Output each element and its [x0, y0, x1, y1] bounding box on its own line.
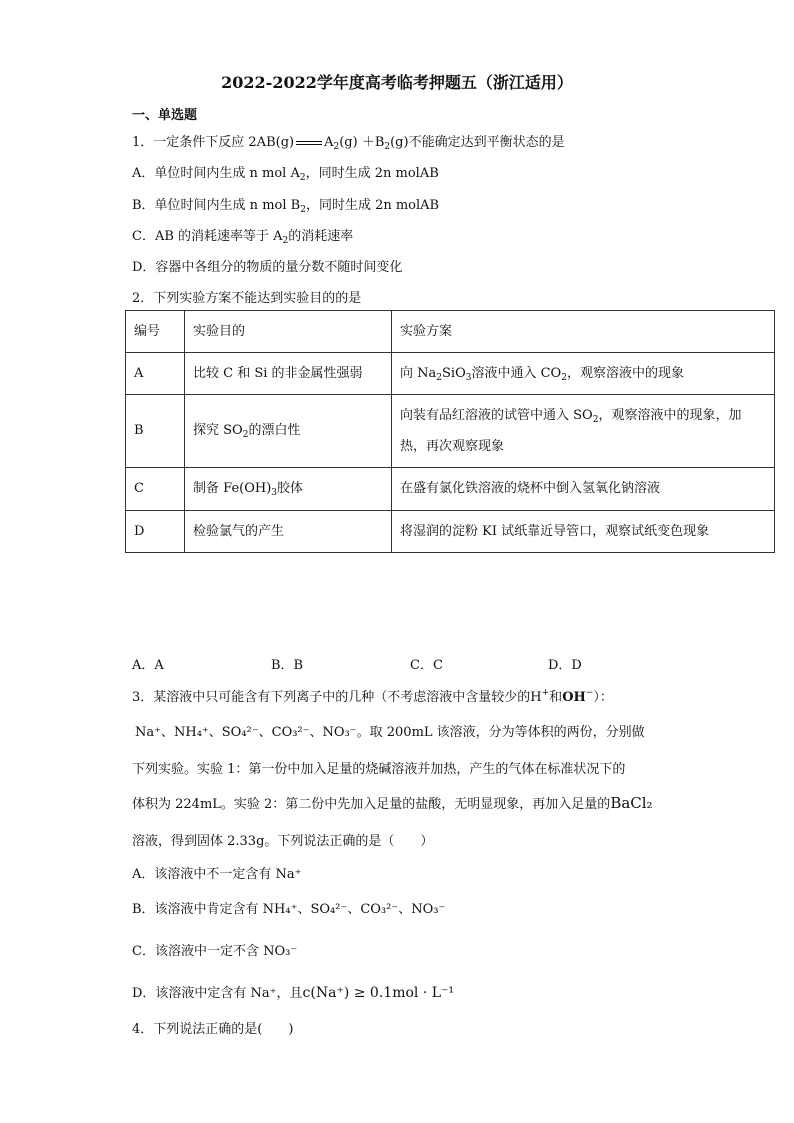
q4-stem: 4．下列说法正确的是( ) [132, 1022, 294, 1037]
header-goal: 实验目的 [185, 311, 392, 353]
q2-answer-c: C．C [410, 658, 443, 673]
row-goal: 比较 C 和 Si 的非金属性强弱 [185, 353, 392, 395]
q1-option-b: B．单位时间内生成 n mol $B_2$，同时生成 2n molAB [132, 198, 440, 215]
row-plan: 向 $Na_2SiO_3$溶液中通入 $CO_2$，观察溶液中的现象 [392, 353, 775, 395]
q3-option-c: C．该溶液中一定不含 NO₃⁻ [132, 944, 298, 959]
q2-stem: 2．下列实验方案不能达到实验目的的是 [132, 291, 362, 306]
q3-line-4: 体积为 224mL。实验 2：第二份中先加入足量的盐酸，无明显现象，再加入足量的BaCl₂ [132, 794, 653, 812]
q3-line-3: 下列实验。实验 1：第一份中加入足量的烧碱溶液并加热，产生的气体在标准状况下的 [132, 762, 626, 777]
row-plan: 在盛有氯化铁溶液的烧杯中倒入氢氧化钠溶液 [392, 468, 775, 511]
q2-answer-b: B．B [271, 658, 304, 673]
q2-answer-a: A．A [132, 658, 164, 673]
table-header-row [126, 311, 775, 353]
table-row [126, 395, 775, 468]
row-id: A [126, 353, 185, 395]
row-goal: 检验氯气的产生 [185, 511, 392, 553]
section-heading: 一、单选题 [132, 108, 198, 123]
row-plan: 向装有品红溶液的试管中通入 $SO_2$，观察溶液中的现象，加 热，再次观察现象 [392, 395, 775, 468]
table-row [126, 511, 775, 553]
table-row [126, 353, 775, 395]
row-id: C [126, 468, 185, 511]
header-plan: 实验方案 [392, 311, 775, 353]
experiment-table [125, 310, 775, 553]
ion-list: Na⁺、NH₄⁺、SO₄²⁻、CO₃²⁻、NO₃⁻ [135, 725, 357, 740]
q3-line-2: Na⁺、NH₄⁺、SO₄²⁻、CO₃²⁻、NO₃⁻。取 200mL 该溶液，分为等体积的两份，分别做 [135, 725, 645, 740]
row-id: B [126, 395, 185, 468]
q3-line-5: 溶液，得到固体 2.33g。下列说法正确的是（ ） [132, 834, 434, 849]
q3-option-d: D．该溶液中定含有 Na⁺，且c(Na⁺) ≥ 0.1mol · L⁻¹ [132, 985, 455, 1001]
row-goal: 探究 $SO_2$的漂白性 [185, 395, 392, 468]
q1-stem: 1．一定条件下反应 2AB(g) $A_2(g) +B_2(g)$不能确定达到平衡状态的是 [132, 135, 565, 152]
header-id: 编号 [126, 311, 185, 353]
q1-option-a: A．单位时间内生成 n mol $A_2$，同时生成 2n molAB [132, 166, 439, 183]
q2-answer-d: D．D [548, 658, 582, 673]
page-title: 2022-2022学年度高考临考押题五（浙江适用） [221, 73, 573, 92]
q1-option-c: C．AB 的消耗速率等于 $A_2$的消耗速率 [132, 229, 354, 246]
q3-option-b: B．该溶液中肯定含有 NH₄⁺、SO₄²⁻、CO₃²⁻、NO₃⁻ [132, 902, 446, 917]
q3-option-a: A．该溶液中不一定含有 Na⁺ [132, 867, 302, 882]
table-row [126, 468, 775, 511]
q3-line-1: 3．某溶液中只可能含有下列离子中的几种（不考虑溶液中含量较少的H+和OH−）： [132, 688, 613, 705]
row-plan: 将湿润的淀粉 KI 试纸靠近导管口，观察试纸变色现象 [392, 511, 775, 553]
equilibrium-arrow-icon [294, 138, 324, 148]
row-id: D [126, 511, 185, 553]
row-goal: 制备 $Fe(OH)_3$胶体 [185, 468, 392, 511]
q1-option-d: D．容器中各组分的物质的量分数不随时间变化 [132, 260, 403, 275]
